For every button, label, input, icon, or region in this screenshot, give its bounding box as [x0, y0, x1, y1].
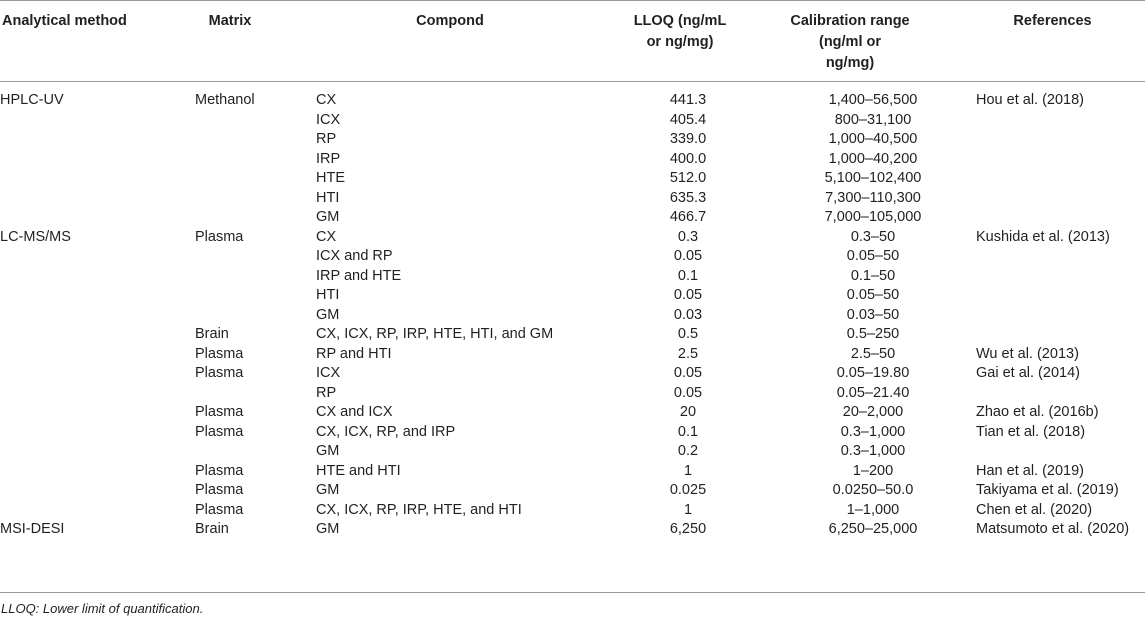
- cell-method: [0, 501, 195, 521]
- table-row: [0, 189, 1145, 209]
- cell-lloq: 0.05: [673, 365, 703, 381]
- header-range-line-3: ng/mg): [825, 55, 875, 71]
- cell-method: [0, 462, 195, 482]
- cell-lloq: 0.1: [677, 423, 699, 440]
- cell-reference: [976, 111, 1145, 131]
- cell-range: 0.0250–50.0: [832, 482, 914, 498]
- cell-range: 0.05–21.40: [836, 384, 910, 401]
- cell-range: 0.05–50: [846, 287, 900, 303]
- cell-range: 0.1–50: [850, 267, 896, 284]
- cell-matrix: [195, 286, 316, 306]
- cell-matrix: [195, 189, 316, 209]
- cell-compound: HTE: [316, 170, 345, 186]
- cell-compound: HTI: [316, 287, 340, 303]
- cell-reference: Matsumoto et al. (2020): [976, 521, 1130, 537]
- cell-range: 7,000–105,000: [824, 209, 922, 225]
- cell-reference: [976, 169, 1145, 189]
- table-body: [0, 91, 1145, 540]
- cell-lloq: 635.3: [669, 189, 707, 206]
- table-row: [0, 286, 1145, 306]
- header-references: References: [1013, 13, 1092, 29]
- cell-reference: Zhao et al. (2016b): [976, 404, 1099, 420]
- header-matrix: Matrix: [208, 13, 252, 29]
- cell-reference: [976, 384, 1145, 404]
- cell-matrix: [195, 111, 316, 131]
- cell-lloq: 512.0: [669, 170, 707, 186]
- cell-matrix: Plasma: [195, 404, 244, 420]
- cell-matrix: Brain: [195, 326, 229, 342]
- cell-range: 800–31,100: [834, 111, 912, 128]
- cell-range: 0.3–1,000: [840, 443, 906, 459]
- cell-lloq: 400.0: [669, 150, 707, 167]
- cell-compound: GM: [316, 306, 340, 323]
- cell-method: [0, 150, 195, 170]
- cell-matrix: Plasma: [195, 365, 244, 381]
- cell-matrix: Plasma: [195, 345, 244, 362]
- cell-lloq: 1: [683, 462, 693, 479]
- header-range-line-1: Calibration range: [790, 13, 910, 29]
- cell-lloq: 0.025: [669, 482, 707, 498]
- cell-matrix: [195, 442, 316, 462]
- cell-lloq: 441.3: [669, 92, 707, 108]
- header-compound: Compond: [416, 13, 484, 29]
- cell-method: [0, 364, 195, 384]
- cell-matrix: Plasma: [195, 501, 244, 518]
- cell-method: LC-MS/MS: [0, 228, 71, 245]
- table-row: [0, 228, 1145, 248]
- cell-matrix: Plasma: [195, 462, 244, 479]
- cell-reference: Han et al. (2019): [976, 462, 1085, 479]
- table-row: [0, 481, 1145, 501]
- cell-range: 0.3–50: [850, 228, 896, 245]
- table-row: [0, 247, 1145, 267]
- cell-matrix: Plasma: [195, 228, 244, 245]
- cell-compound: ICX: [316, 111, 341, 128]
- table-row: [0, 208, 1145, 228]
- cell-reference: [976, 208, 1145, 228]
- table-row: [0, 442, 1145, 462]
- cell-reference: [976, 130, 1145, 150]
- table-row: [0, 91, 1145, 111]
- cell-range: 1,000–40,200: [828, 150, 918, 167]
- cell-method: [0, 111, 195, 131]
- cell-lloq: 0.03: [673, 306, 703, 323]
- table-row: [0, 403, 1145, 423]
- cell-method: [0, 325, 195, 345]
- cell-reference: Chen et al. (2020): [976, 501, 1093, 518]
- footnote: LLOQ: Lower limit of quantification.: [1, 601, 204, 616]
- cell-reference: [976, 150, 1145, 170]
- cell-compound: IRP: [316, 150, 341, 167]
- cell-range: 1–1,000: [846, 501, 900, 518]
- cell-method: [0, 384, 195, 404]
- cell-matrix: Plasma: [195, 423, 244, 440]
- cell-method: [0, 345, 195, 365]
- cell-matrix: [195, 130, 316, 150]
- table-row: [0, 384, 1145, 404]
- table-row: [0, 520, 1145, 540]
- cell-compound: HTE and HTI: [316, 462, 401, 479]
- cell-compound: CX: [316, 92, 337, 108]
- cell-compound: CX: [316, 228, 337, 245]
- cell-method: [0, 130, 195, 150]
- cell-lloq: 0.05: [673, 384, 703, 401]
- cell-matrix: [195, 306, 316, 326]
- cell-method: [0, 423, 195, 443]
- cell-lloq: 0.05: [673, 287, 703, 303]
- cell-reference: [976, 306, 1145, 326]
- cell-reference: Takiyama et al. (2019): [976, 482, 1119, 498]
- cell-reference: [976, 247, 1145, 267]
- table-row: [0, 325, 1145, 345]
- cell-compound: GM: [316, 521, 340, 537]
- cell-range: 1,400–56,500: [828, 92, 918, 108]
- cell-reference: Gai et al. (2014): [976, 365, 1080, 381]
- cell-compound: IRP and HTE: [316, 267, 402, 284]
- cell-range: 0.05–50: [846, 248, 900, 264]
- cell-method: [0, 442, 195, 462]
- cell-matrix: [195, 208, 316, 228]
- cell-range: 6,250–25,000: [828, 521, 918, 537]
- table-bottom-rule: [0, 592, 1145, 593]
- header-bottom-rule: [0, 81, 1145, 82]
- cell-method: [0, 286, 195, 306]
- cell-compound: RP: [316, 384, 337, 401]
- cell-matrix: [195, 247, 316, 267]
- cell-method: MSI-DESI: [0, 521, 65, 537]
- cell-lloq: 0.5: [677, 326, 699, 342]
- cell-range: 1–200: [852, 462, 894, 479]
- data-table: [0, 91, 1145, 540]
- table-row: [0, 267, 1145, 287]
- table-row: [0, 130, 1145, 150]
- cell-reference: Hou et al. (2018): [976, 92, 1085, 108]
- table-row: [0, 169, 1145, 189]
- cell-matrix: [195, 169, 316, 189]
- cell-method: [0, 267, 195, 287]
- cell-reference: Wu et al. (2013): [976, 345, 1079, 362]
- cell-range: 1,000–40,500: [828, 131, 918, 147]
- cell-matrix: [195, 267, 316, 287]
- cell-lloq: 0.2: [677, 443, 699, 459]
- cell-compound: CX, ICX, RP, and IRP: [316, 423, 456, 440]
- cell-method: [0, 169, 195, 189]
- cell-compound: GM: [316, 443, 340, 459]
- cell-compound: CX, ICX, RP, IRP, HTE, HTI, and GM: [316, 326, 554, 342]
- cell-method: [0, 403, 195, 423]
- cell-method: [0, 247, 195, 267]
- table-row: [0, 306, 1145, 326]
- cell-range: 20–2,000: [842, 404, 904, 420]
- table-top-rule: [0, 0, 1145, 1]
- cell-range: 0.3–1,000: [840, 423, 906, 440]
- header-lloq: [600, 11, 760, 53]
- cell-range: 2.5–50: [850, 345, 896, 362]
- table-row: [0, 150, 1145, 170]
- cell-reference: [976, 325, 1145, 345]
- cell-compound: ICX and RP: [316, 248, 393, 264]
- table-row: [0, 111, 1145, 131]
- cell-lloq: 2.5: [677, 345, 699, 362]
- cell-range: 0.5–250: [846, 326, 900, 342]
- cell-lloq: 405.4: [669, 111, 707, 128]
- cell-matrix: Brain: [195, 521, 229, 537]
- header-calibration-range: [770, 11, 930, 74]
- cell-lloq: 20: [679, 404, 697, 420]
- cell-lloq: 0.1: [677, 267, 699, 284]
- cell-matrix: Methanol: [195, 92, 255, 108]
- cell-matrix: Plasma: [195, 482, 244, 498]
- cell-compound: ICX: [316, 365, 341, 381]
- cell-compound: RP: [316, 131, 337, 147]
- cell-method: [0, 306, 195, 326]
- cell-lloq: 1: [683, 501, 693, 518]
- cell-lloq: 0.3: [677, 228, 699, 245]
- cell-matrix: [195, 384, 316, 404]
- table-row: [0, 364, 1145, 384]
- header-range-line-2: (ng/ml or: [818, 34, 882, 50]
- cell-method: HPLC-UV: [0, 92, 64, 108]
- header-analytical-method: Analytical method: [2, 13, 127, 29]
- cell-compound: GM: [316, 209, 340, 225]
- table-row: [0, 501, 1145, 521]
- cell-lloq: 6,250: [669, 521, 707, 537]
- cell-compound: CX, ICX, RP, IRP, HTE, and HTI: [316, 501, 522, 518]
- cell-range: 7,300–110,300: [825, 189, 921, 206]
- cell-method: [0, 208, 195, 228]
- cell-lloq: 466.7: [669, 209, 707, 225]
- cell-lloq: 0.05: [673, 248, 703, 264]
- cell-method: [0, 481, 195, 501]
- table-row: [0, 423, 1145, 443]
- cell-compound: HTI: [316, 189, 340, 206]
- cell-reference: Kushida et al. (2013): [976, 228, 1110, 245]
- cell-reference: [976, 286, 1145, 306]
- cell-reference: Tian et al. (2018): [976, 423, 1086, 440]
- cell-reference: [976, 189, 1145, 209]
- header-lloq-line-1: LLOQ (ng/mL: [633, 13, 727, 29]
- cell-reference: [976, 442, 1145, 462]
- cell-range: 5,100–102,400: [824, 170, 922, 186]
- cell-range: 0.03–50: [846, 306, 900, 323]
- cell-method: [0, 189, 195, 209]
- cell-reference: [976, 267, 1145, 287]
- cell-compound: CX and ICX: [316, 404, 393, 420]
- table-row: [0, 462, 1145, 482]
- cell-range: 0.05–19.80: [836, 365, 910, 381]
- cell-matrix: [195, 150, 316, 170]
- cell-lloq: 339.0: [669, 131, 707, 147]
- header-lloq-line-2: or ng/mg): [646, 34, 714, 50]
- table-row: [0, 345, 1145, 365]
- cell-compound: RP and HTI: [316, 345, 392, 362]
- cell-compound: GM: [316, 482, 340, 498]
